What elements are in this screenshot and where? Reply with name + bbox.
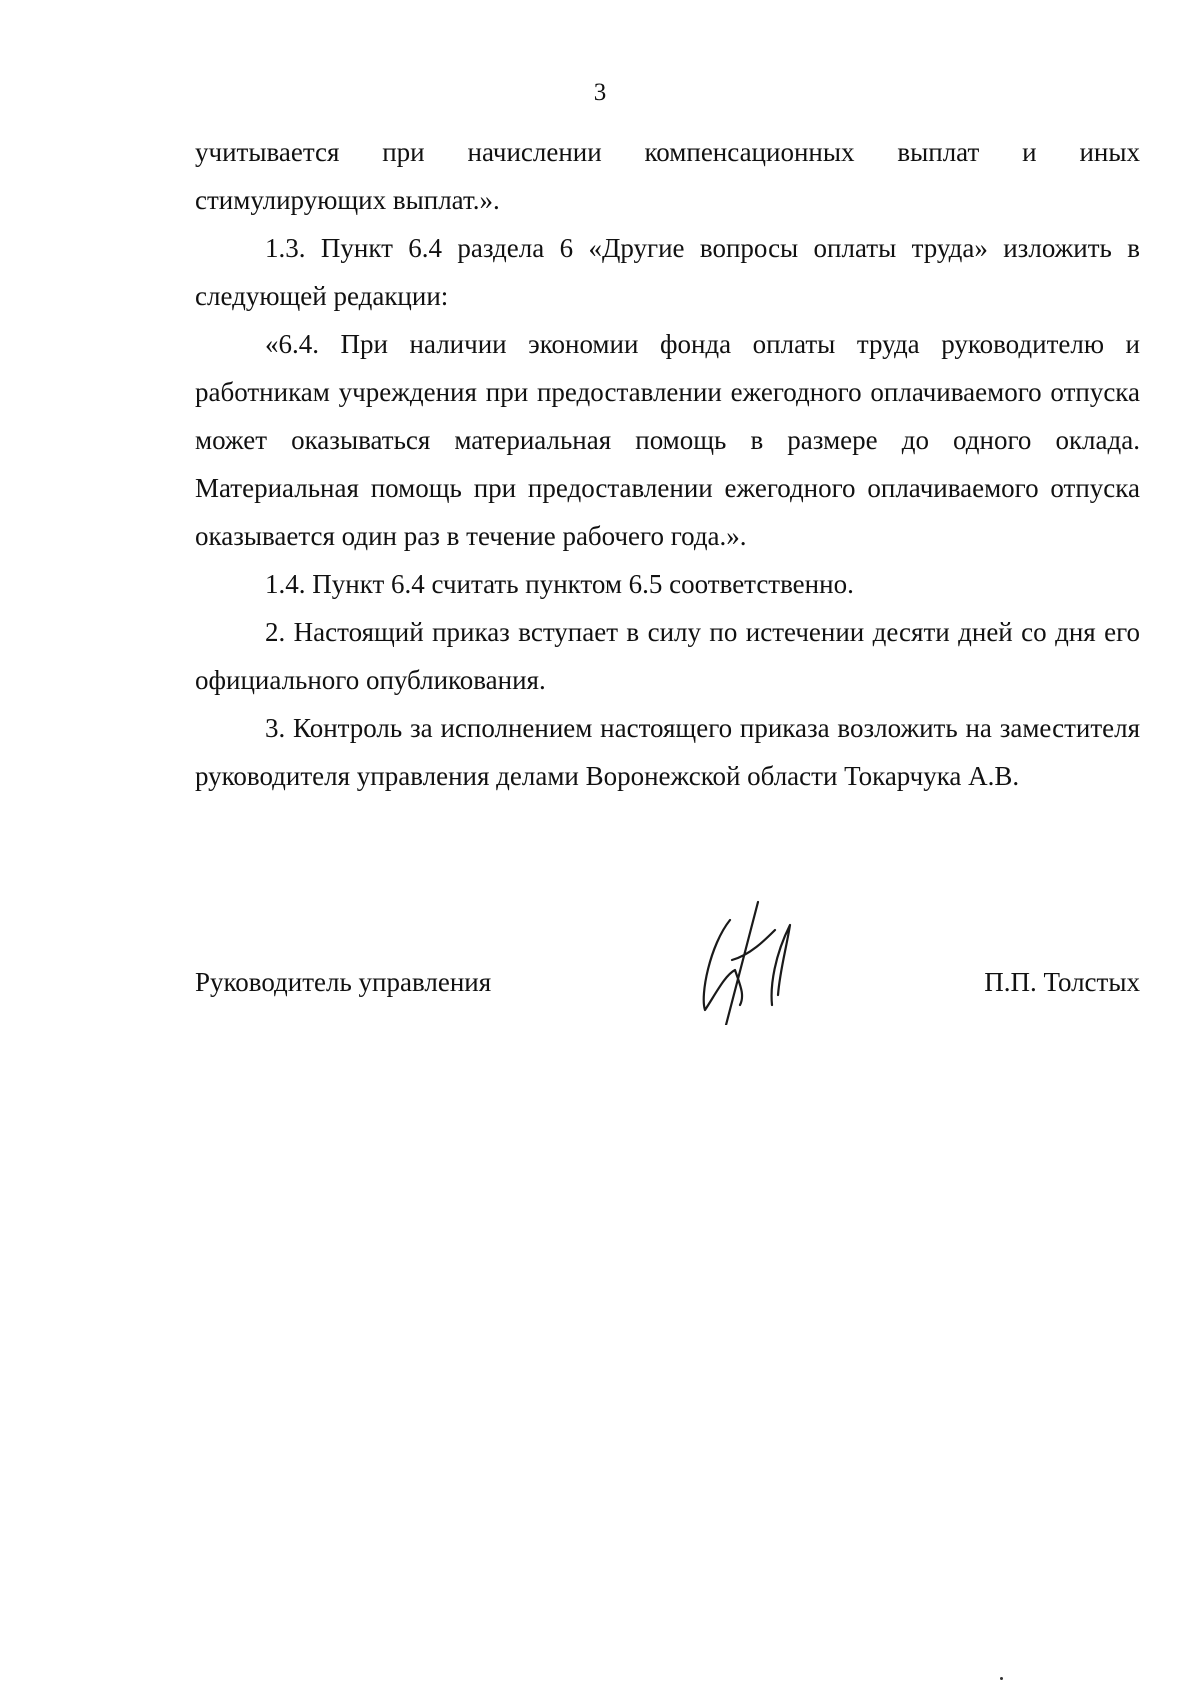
signature-row xyxy=(195,962,1140,1002)
document-body xyxy=(195,128,1140,800)
page-number: 3 xyxy=(593,79,607,106)
paragraph-continuation-end: стимулирующих выплат.». xyxy=(195,185,500,215)
signatory-title: Руководитель управления xyxy=(195,967,492,997)
handwritten-signature xyxy=(700,900,820,1025)
signatory-name: П.П. Толстых xyxy=(984,967,1140,997)
paragraph-quote-6-4: «6.4. При наличии экономии фонда оплаты труда руководителю и работникам учреждения при предоставлении ежегодного оплачиваемого отпуска может оказываться материальная помощь в размере до одного оклада. Материальная помощь при предоставлении ежегодного оплачиваемого отпуска оказывается один раз в течение рабочего года.». xyxy=(195,329,1140,551)
paragraph-continuation-line: учитывается при начислении компенсационных выплат и иных xyxy=(195,137,1140,167)
paragraph-item-3: 3. Контроль за исполнением настоящего приказа возложить на заместителя руководителя управления делами Воронежской области Токарчука А.В. xyxy=(195,713,1140,791)
paragraph-item-2: 2. Настоящий приказ вступает в силу по истечении десяти дней со дня его официального опубликования. xyxy=(195,617,1140,695)
scan-speck xyxy=(1000,1677,1003,1680)
paragraph-item-1-3: 1.3. Пункт 6.4 раздела 6 «Другие вопросы оплаты труда» изложить в следующей редакции: xyxy=(195,233,1140,311)
paragraph-item-1-4: 1.4. Пункт 6.4 считать пунктом 6.5 соответственно. xyxy=(265,569,854,599)
